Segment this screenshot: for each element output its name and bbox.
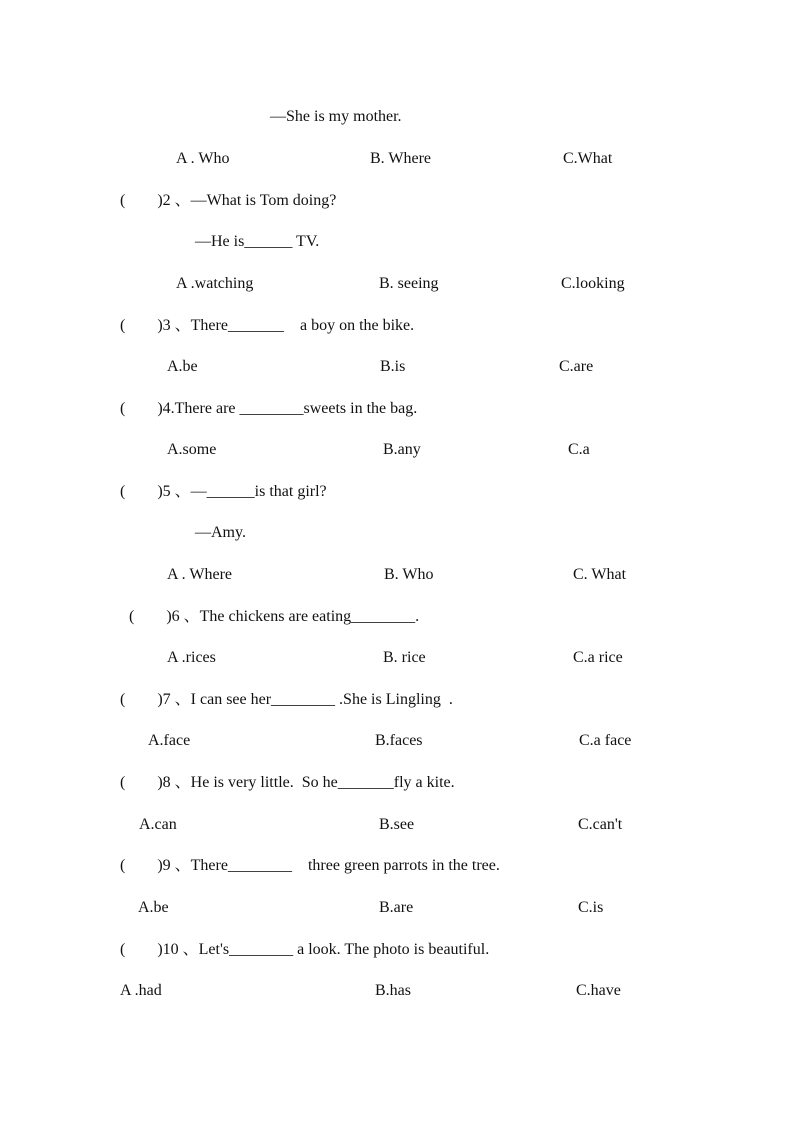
- q2-option-a: A .watching: [176, 275, 254, 292]
- q5-answer: —Amy.: [195, 524, 246, 541]
- q4-question: ( )4.There are ________sweets in the bag.: [120, 400, 418, 417]
- q2-option-c: C.looking: [561, 275, 625, 292]
- q2-option-b: B. seeing: [379, 275, 439, 292]
- q5-option-c: C. What: [573, 566, 627, 583]
- q5-option-a: A . Where: [167, 566, 233, 583]
- q4-option-b: B.any: [383, 441, 421, 458]
- q3-option-a: A.be: [167, 358, 198, 375]
- q3-option-b: B.is: [380, 358, 406, 375]
- q7-question: ( )7 、I can see her________ .She is Lingling .: [120, 691, 453, 708]
- q8-option-c: C.can't: [578, 816, 623, 833]
- q8-option-a: A.can: [139, 816, 177, 833]
- q5-option-b: B. Who: [384, 566, 434, 583]
- q2-question: ( )2 、—What is Tom doing?: [120, 192, 337, 209]
- q6-option-b: B. rice: [383, 649, 426, 666]
- q9-option-a: A.be: [138, 899, 169, 916]
- q6-option-c: C.a rice: [573, 649, 623, 666]
- q7-option-b: B.faces: [375, 732, 423, 749]
- q5-question: ( )5 、—______is that girl?: [120, 483, 327, 500]
- q10-option-c: C.have: [576, 982, 621, 999]
- q3-option-c: C.are: [559, 358, 594, 375]
- q1-option-a: A . Who: [176, 150, 230, 167]
- q1-option-b: B. Where: [370, 150, 432, 167]
- q4-option-c: C.a: [568, 441, 590, 458]
- q3-question: ( )3 、There_______ a boy on the bike.: [120, 317, 415, 334]
- q4-option-a: A.some: [167, 441, 217, 458]
- q7-option-a: A.face: [148, 732, 191, 749]
- q10-option-b: B.has: [375, 982, 411, 999]
- q6-question: ( )6 、The chickens are eating________.: [129, 608, 420, 625]
- q9-option-c: C.is: [578, 899, 604, 916]
- q9-question: ( )9 、There________ three green parrots in the tree.: [120, 857, 500, 874]
- q8-question: ( )8 、He is very little. So he_______fly a kite.: [120, 774, 455, 791]
- q2-answer: —He is______ TV.: [195, 233, 320, 250]
- q6-option-a: A .rices: [167, 649, 216, 666]
- q10-question: ( )10 、Let's________ a look. The photo is beautiful.: [120, 941, 490, 958]
- q7-option-c: C.a face: [579, 732, 632, 749]
- q1-answer: —She is my mother.: [270, 108, 402, 125]
- q1-option-c: C.What: [563, 150, 613, 167]
- q10-option-a: A .had: [120, 982, 162, 999]
- q8-option-b: B.see: [379, 816, 415, 833]
- q9-option-b: B.are: [379, 899, 414, 916]
